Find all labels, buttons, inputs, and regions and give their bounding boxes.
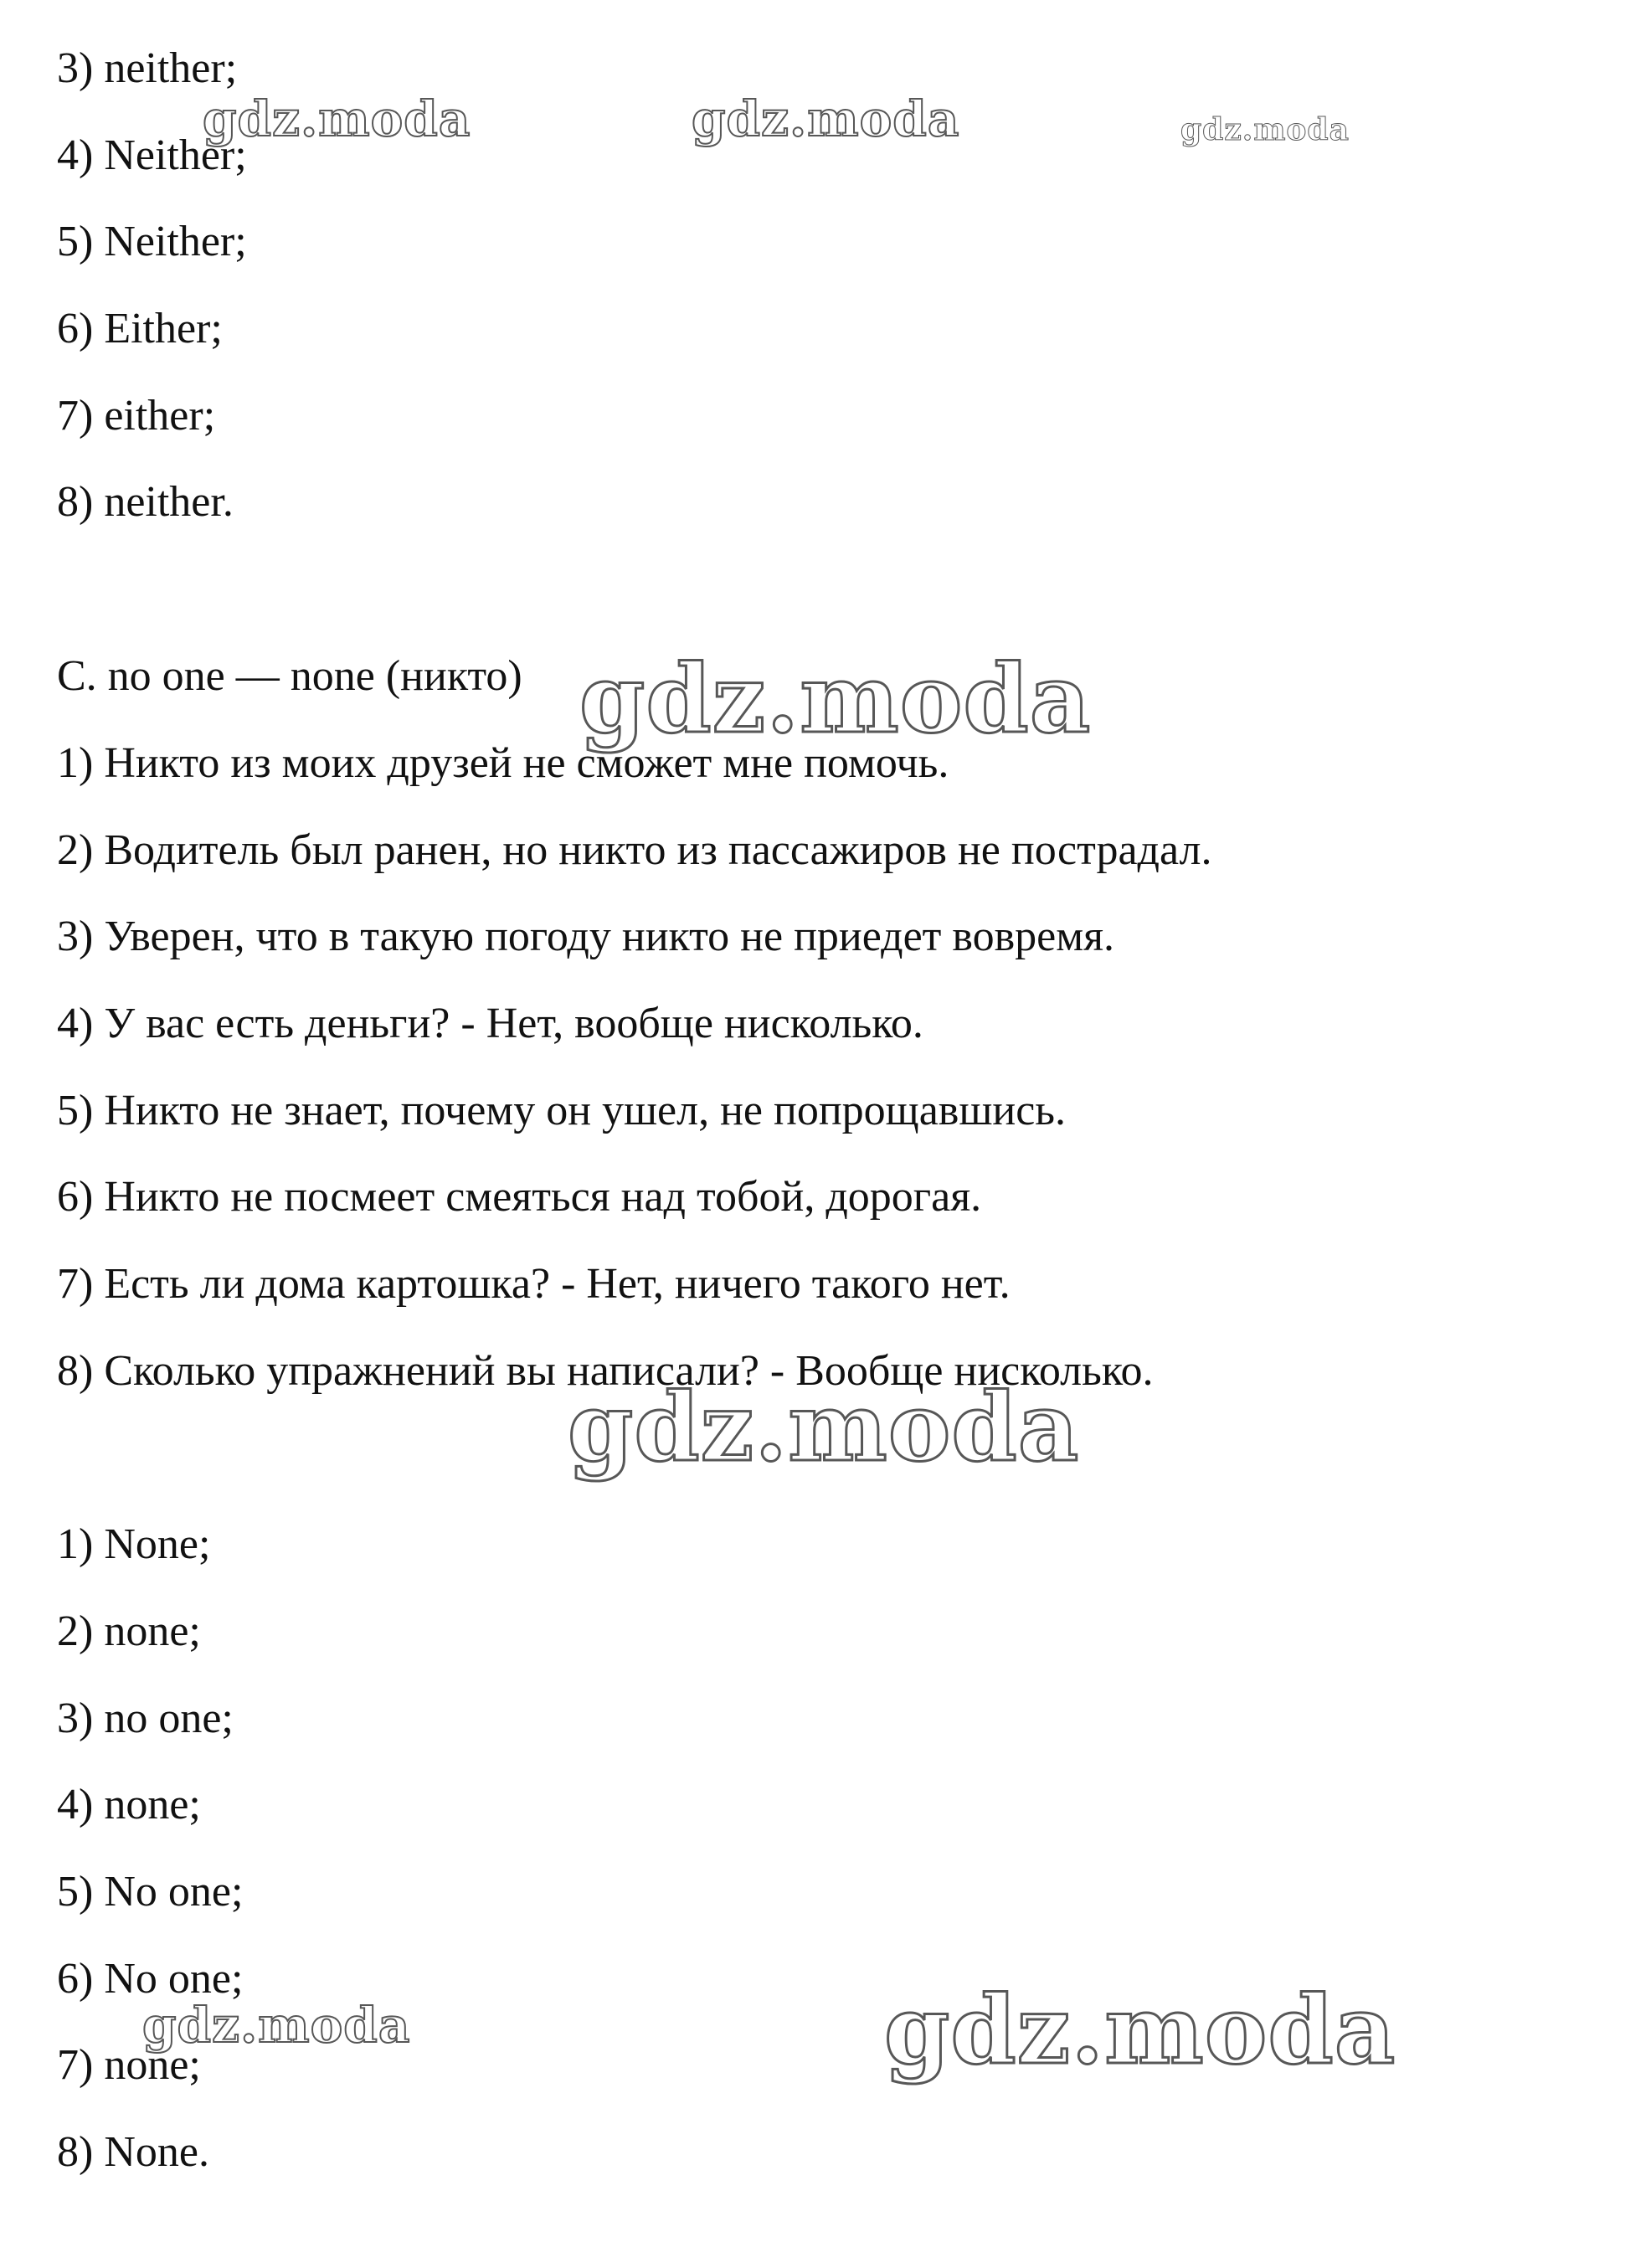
answer-c-8: 8) None. bbox=[57, 2128, 209, 2176]
answer-b-4: 4) Neither; bbox=[57, 131, 247, 179]
sentence-4: 4) У вас есть деньги? - Нет, вообще нисколько. bbox=[57, 1000, 923, 1047]
sentence-6: 6) Никто не посмеет смеяться над тобой, дорогая. bbox=[57, 1173, 982, 1221]
answer-c-3: 3) no one; bbox=[57, 1695, 234, 1742]
answer-b-8: 8) neither. bbox=[57, 478, 234, 526]
answer-b-5: 5) Neither; bbox=[57, 218, 247, 265]
watermark-logo: gdz.moda bbox=[142, 1997, 411, 2054]
sentence-7: 7) Есть ли дома картошка? - Нет, ничего такого нет. bbox=[57, 1260, 1011, 1308]
sentence-1: 1) Никто из моих друзей не сможет мне помочь. bbox=[57, 739, 949, 787]
answer-b-6: 6) Either; bbox=[57, 305, 223, 352]
answer-b-3: 3) neither; bbox=[57, 44, 238, 92]
answer-c-5: 5) No one; bbox=[57, 1868, 244, 1916]
watermark-logo: gdz.moda bbox=[884, 1976, 1396, 2085]
sentence-8: 8) Сколько упражнений вы написали? - Вообще нисколько. bbox=[57, 1347, 1154, 1395]
answer-c-1: 1) None; bbox=[57, 1520, 211, 1568]
sentence-2: 2) Водитель был ранен, но никто из пассажиров не пострадал. bbox=[57, 826, 1212, 874]
answer-c-4: 4) none; bbox=[57, 1781, 201, 1828]
section-c-heading: C. no one — none (никто) bbox=[57, 652, 522, 700]
watermark-logo: gdz.moda bbox=[568, 1373, 1080, 1483]
sentence-5: 5) Никто не знает, почему он ушел, не попрощавшись. bbox=[57, 1087, 1066, 1134]
watermark-logo: gdz.moda bbox=[579, 645, 1092, 754]
watermark-logo: gdz.moda bbox=[1180, 112, 1350, 147]
answer-c-2: 2) none; bbox=[57, 1607, 201, 1655]
watermark-logo: gdz.moda bbox=[692, 90, 960, 147]
answer-c-6: 6) No one; bbox=[57, 1955, 244, 2003]
sentence-3: 3) Уверен, что в такую погоду никто не приедет вовремя. bbox=[57, 913, 1115, 960]
answer-c-7: 7) none; bbox=[57, 2041, 201, 2089]
answer-b-7: 7) either; bbox=[57, 392, 216, 440]
watermark-logo: gdz.moda bbox=[203, 90, 471, 147]
